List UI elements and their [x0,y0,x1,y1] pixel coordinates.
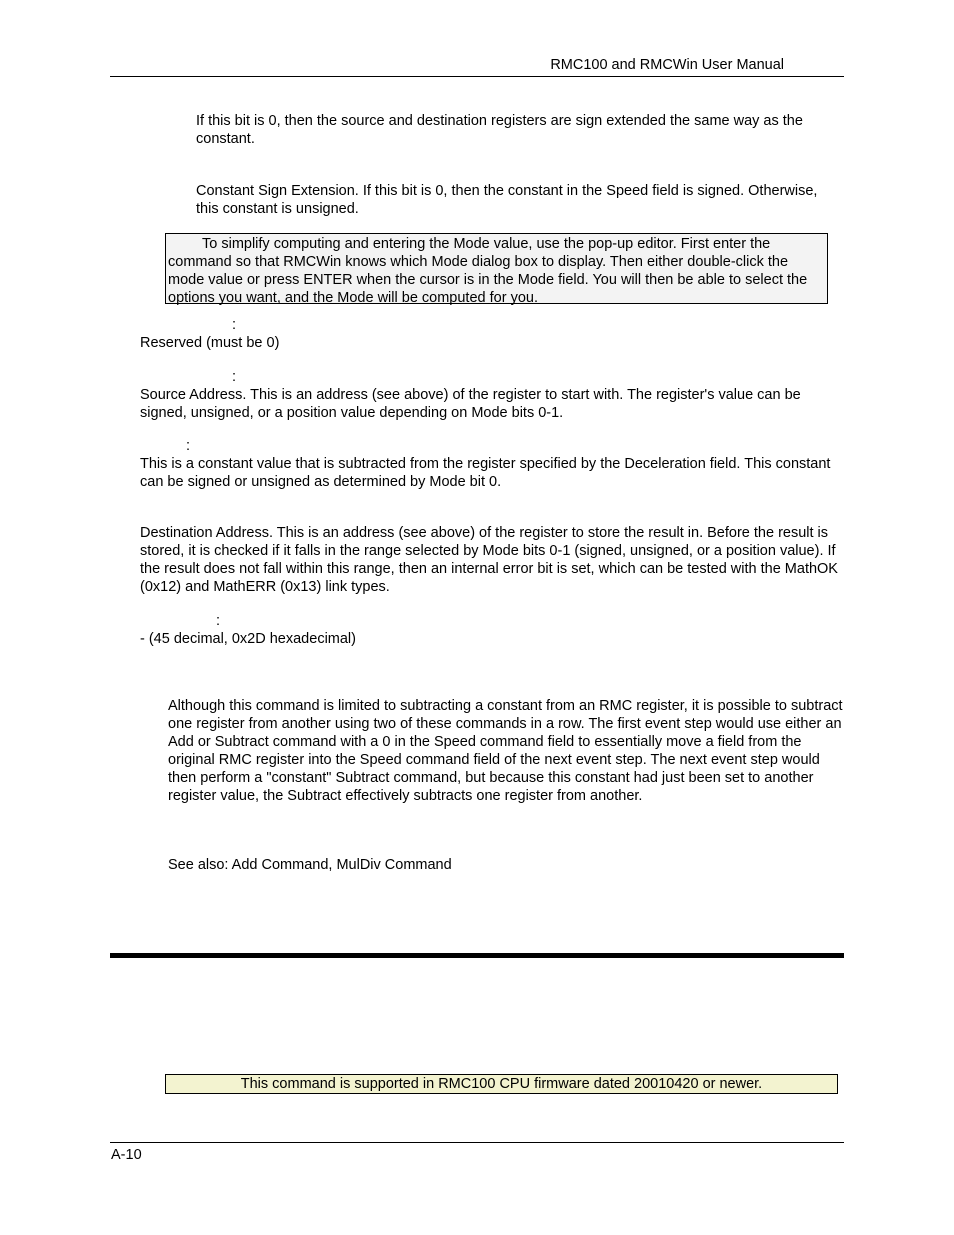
mode-bit1-description: If this bit is 0, then the source and destination registers are sign extended the same way as the constant. [196,113,803,147]
deceleration-field-colon: : [232,369,237,385]
firmware-support-note: This command is supported in RMC100 CPU firmware dated 20010420 or newer. [165,1074,838,1094]
acceleration-field-colon: : [232,317,237,333]
deceleration-field-description: Source Address. This is an address (see above) of the register to start with. The register's value can be signed, unsigned, or a position value depending on Mode bits 0-1. [140,387,801,421]
command-value-field-description: Destination Address. This is an address (see above) of the register to store the result in. Before the result is stored, it is checked if it falls in the range selected by Mode bits 0-1 (signed, unsigned, or a position value). If the result does not fall within this range, then an internal error bit is set, which can be tested with the MathOK (0x12) and MathERR (0x13) link types. [140,525,838,595]
speed-field-description: This is a constant value that is subtracted from the register specified by the Deceleration field. This constant can be signed or unsigned as determined by Mode bit 0. [140,456,831,490]
speed-field-colon: : [186,438,191,454]
page-number: A-10 [111,1147,142,1163]
see-also-line: See also: Add Command, MulDiv Command [168,857,452,873]
running-header: RMC100 and RMCWin User Manual [550,57,784,73]
mode-bit0-description: Constant Sign Extension. If this bit is 0, then the constant in the Speed field is signed. Otherwise, this constant is unsigned. [196,183,818,217]
footer-rule [110,1142,844,1143]
tip-box [165,233,828,304]
section-divider [110,953,844,958]
tip-text: To simplify computing and entering the Mode value, use the pop-up editor. First enter the command so that RMCWin knows which Mode dialog box to display. Then either double-click the mode value or press ENTER when the cursor is in the Mode field. You will then be able to select the options you want, and the Mode will be computed for you. [168,236,808,306]
notes-paragraph: Although this command is limited to subtracting a constant from an RMC register, it is possible to subtract one register from another using two of these commands in a row. The first event step would use either an Add or Subtract command with a 0 in the Speed command field to essentially move a field from the original RMC register into the Speed command field of the next event step. The next event step would then perform a "constant" Subtract command, but because this constant had just been set to another register value, the Subtract effectively subtracts one register from another. [168,698,843,804]
command-field-description: - (45 decimal, 0x2D hexadecimal) [140,631,356,647]
command-field-colon: : [216,613,221,629]
header-rule [110,76,844,77]
acceleration-field-description: Reserved (must be 0) [140,335,280,351]
